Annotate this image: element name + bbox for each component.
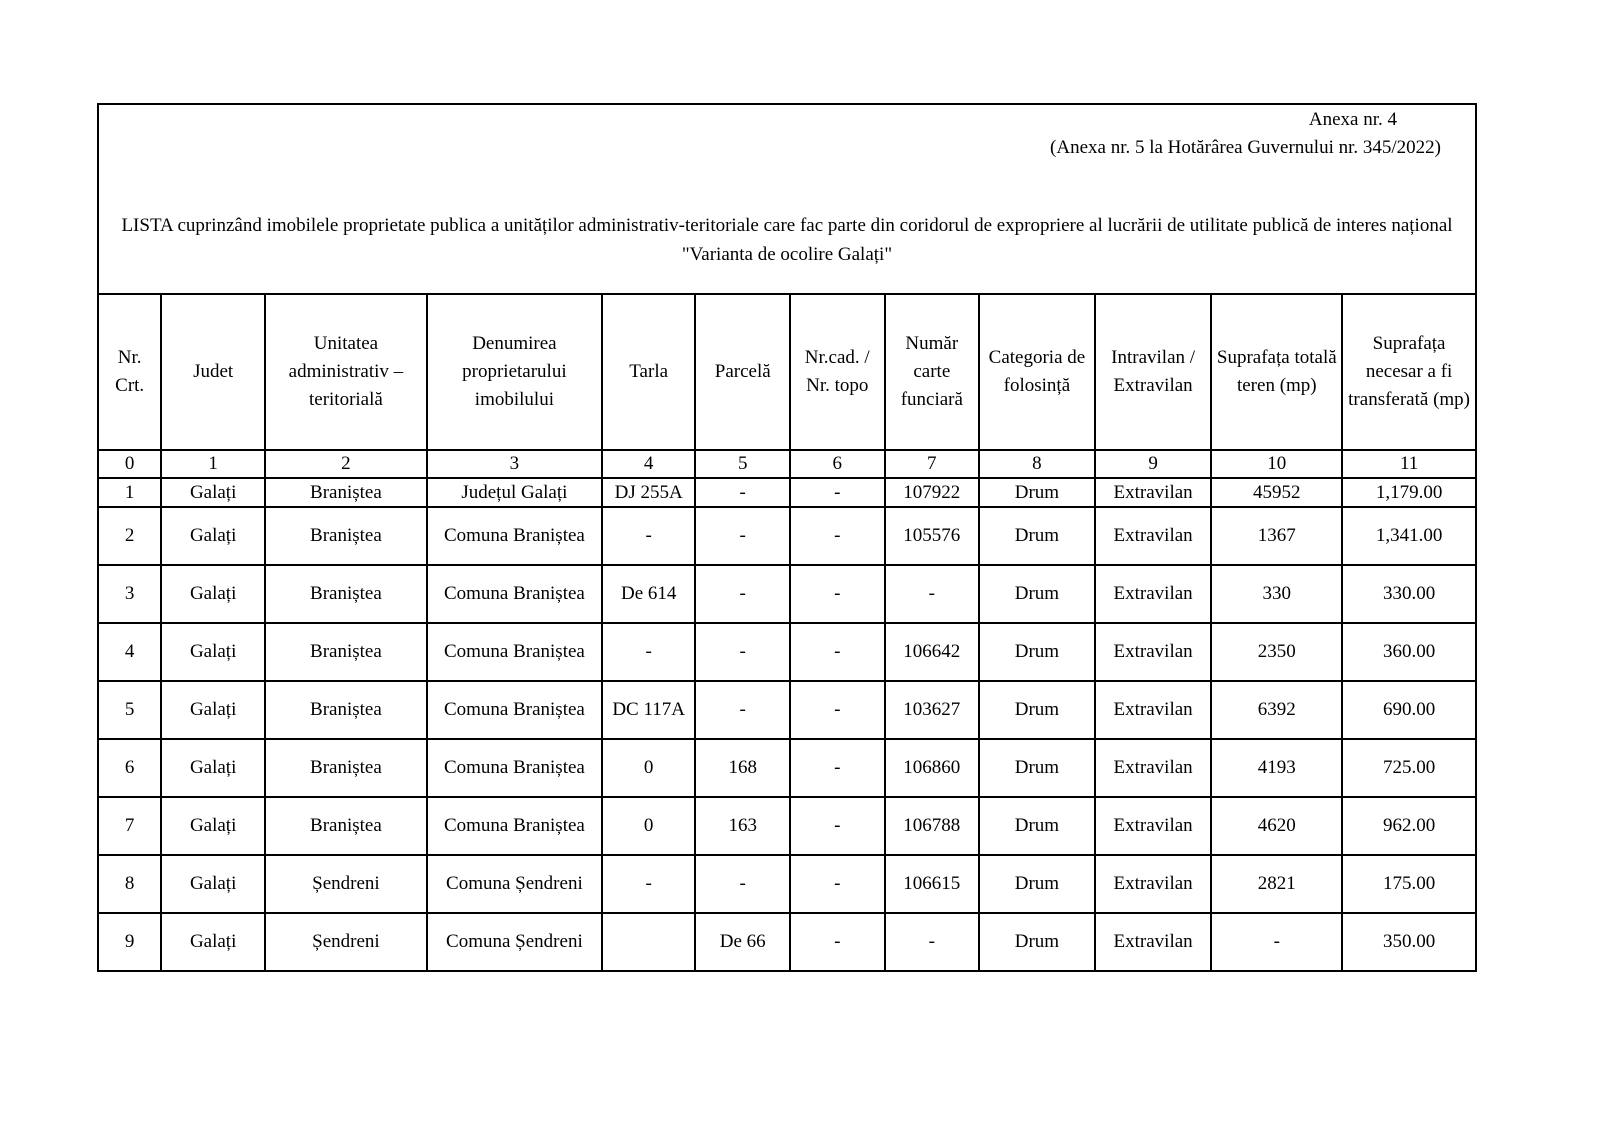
cell-parcela: -	[695, 623, 790, 681]
cell-carte-funciara: -	[885, 913, 980, 970]
cell-nr-cad: -	[790, 681, 885, 739]
cell-uat: Braniștea	[265, 797, 427, 855]
list-title: LISTA cuprinzând imobilele proprietate publica a unităților administrativ-teritoriale care fac parte din coridorul de expropriere al lucrării de utilitate publică de interes național "Varianta de ocolire Galați"	[121, 215, 1453, 265]
cell-carte-funciara: 107922	[885, 478, 980, 507]
cell-owner: Județul Galați	[427, 478, 602, 507]
cell-carte-funciara: 105576	[885, 507, 980, 565]
cell-carte-funciara: 106788	[885, 797, 980, 855]
cell-nr-cad: -	[790, 507, 885, 565]
header-owner: Denumirea proprietarului imobilului	[427, 295, 602, 450]
cell-intravilan: Extravilan	[1095, 623, 1212, 681]
table-row	[99, 507, 1475, 565]
annex-subtitle: (Anexa nr. 5 la Hotărârea Guvernului nr. 345/2022)	[1050, 137, 1441, 158]
cell-suprafata-transferata: 690.00	[1342, 681, 1475, 739]
column-number: 11	[1342, 450, 1475, 478]
cell-nr-cad: -	[790, 478, 885, 507]
cell-judet: Galați	[161, 565, 265, 623]
cell-nr-crt: 5	[99, 681, 161, 739]
cell-judet: Galați	[161, 507, 265, 565]
table-row	[99, 478, 1475, 507]
cell-suprafata-transferata: 1,179.00	[1342, 478, 1475, 507]
column-number: 3	[427, 450, 602, 478]
cell-suprafata-transferata: 360.00	[1342, 623, 1475, 681]
cell-intravilan: Extravilan	[1095, 855, 1212, 913]
cell-parcela: -	[695, 681, 790, 739]
cell-owner: Comuna Braniștea	[427, 507, 602, 565]
header-intravilan: Intravilan / Extravilan	[1095, 295, 1212, 450]
cell-categoria: Drum	[979, 739, 1095, 797]
cell-nr-cad: -	[790, 913, 885, 970]
cell-parcela: 168	[695, 739, 790, 797]
column-number: 10	[1211, 450, 1342, 478]
cell-nr-crt: 6	[99, 739, 161, 797]
table-row	[99, 739, 1475, 797]
cell-judet: Galați	[161, 478, 265, 507]
cell-owner: Comuna Șendreni	[427, 913, 602, 970]
header-nr-crt: Nr. Crt.	[99, 295, 161, 450]
table-header-row	[99, 295, 1475, 450]
cell-tarla: -	[602, 855, 696, 913]
cell-categoria: Drum	[979, 797, 1095, 855]
cell-carte-funciara: 106860	[885, 739, 980, 797]
cell-carte-funciara: 106642	[885, 623, 980, 681]
cell-uat: Braniștea	[265, 565, 427, 623]
cell-suprafata-transferata: 1,341.00	[1342, 507, 1475, 565]
table-row	[99, 681, 1475, 739]
cell-tarla: 0	[602, 797, 696, 855]
cell-judet: Galați	[161, 913, 265, 970]
cell-suprafata-totala: -	[1211, 913, 1342, 970]
cell-uat: Braniștea	[265, 507, 427, 565]
header-uat: Unitatea administrativ – teritorială	[265, 295, 427, 450]
cell-nr-crt: 8	[99, 855, 161, 913]
cell-suprafata-transferata: 330.00	[1342, 565, 1475, 623]
cell-nr-crt: 7	[99, 797, 161, 855]
cell-intravilan: Extravilan	[1095, 565, 1212, 623]
table-row	[99, 913, 1475, 970]
cell-parcela: 163	[695, 797, 790, 855]
cell-suprafata-transferata: 350.00	[1342, 913, 1475, 970]
cell-intravilan: Extravilan	[1095, 797, 1212, 855]
cell-suprafata-transferata: 962.00	[1342, 797, 1475, 855]
cell-uat: Braniștea	[265, 478, 427, 507]
cell-nr-crt: 4	[99, 623, 161, 681]
column-number: 7	[885, 450, 980, 478]
cell-intravilan: Extravilan	[1095, 739, 1212, 797]
cell-uat: Braniștea	[265, 739, 427, 797]
cell-owner: Comuna Braniștea	[427, 623, 602, 681]
cell-suprafata-transferata: 175.00	[1342, 855, 1475, 913]
header-tarla: Tarla	[602, 295, 696, 450]
cell-categoria: Drum	[979, 507, 1095, 565]
header-judet: Judet	[161, 295, 265, 450]
cell-nr-cad: -	[790, 739, 885, 797]
header-parcela: Parcelă	[695, 295, 790, 450]
cell-parcela: -	[695, 478, 790, 507]
column-number: 0	[99, 450, 161, 478]
cell-intravilan: Extravilan	[1095, 913, 1212, 970]
cell-tarla: DC 117A	[602, 681, 696, 739]
cell-judet: Galați	[161, 797, 265, 855]
cell-owner: Comuna Șendreni	[427, 855, 602, 913]
cell-tarla: -	[602, 623, 696, 681]
cell-parcela: -	[695, 565, 790, 623]
cell-tarla	[602, 913, 696, 970]
cell-nr-cad: -	[790, 565, 885, 623]
cell-tarla: -	[602, 507, 696, 565]
header-nr-cad: Nr.cad. / Nr. topo	[790, 295, 885, 450]
cell-intravilan: Extravilan	[1095, 478, 1212, 507]
cell-tarla: De 614	[602, 565, 696, 623]
cell-judet: Galați	[161, 623, 265, 681]
header-suprafata-transferata: Suprafața necesar a fi transferată (mp)	[1342, 295, 1475, 450]
cell-nr-crt: 2	[99, 507, 161, 565]
document-header	[99, 105, 1475, 295]
column-number: 8	[979, 450, 1095, 478]
column-number: 1	[161, 450, 265, 478]
cell-suprafata-transferata: 725.00	[1342, 739, 1475, 797]
table-row	[99, 565, 1475, 623]
cell-uat: Șendreni	[265, 855, 427, 913]
cell-carte-funciara: 106615	[885, 855, 980, 913]
cell-categoria: Drum	[979, 855, 1095, 913]
cell-suprafata-totala: 1367	[1211, 507, 1342, 565]
cell-parcela: -	[695, 507, 790, 565]
cell-categoria: Drum	[979, 623, 1095, 681]
cell-carte-funciara: -	[885, 565, 980, 623]
cell-parcela: -	[695, 855, 790, 913]
column-number: 6	[790, 450, 885, 478]
annex-title: Anexa nr. 4	[1308, 109, 1397, 130]
cell-suprafata-totala: 45952	[1211, 478, 1342, 507]
header-categoria: Categoria de folosință	[979, 295, 1095, 450]
cell-suprafata-totala: 6392	[1211, 681, 1342, 739]
cell-judet: Galați	[161, 855, 265, 913]
cell-owner: Comuna Braniștea	[427, 565, 602, 623]
cell-nr-cad: -	[790, 855, 885, 913]
cell-judet: Galați	[161, 681, 265, 739]
cell-suprafata-totala: 4620	[1211, 797, 1342, 855]
column-number: 5	[695, 450, 790, 478]
cell-owner: Comuna Braniștea	[427, 797, 602, 855]
table-row	[99, 797, 1475, 855]
cell-uat: Braniștea	[265, 623, 427, 681]
property-table	[99, 295, 1475, 970]
cell-owner: Comuna Braniștea	[427, 739, 602, 797]
column-number: 4	[602, 450, 696, 478]
cell-tarla: 0	[602, 739, 696, 797]
table-row	[99, 623, 1475, 681]
cell-nr-crt: 9	[99, 913, 161, 970]
column-number-row	[99, 450, 1475, 478]
cell-suprafata-totala: 330	[1211, 565, 1342, 623]
cell-tarla: DJ 255A	[602, 478, 696, 507]
cell-categoria: Drum	[979, 913, 1095, 970]
cell-categoria: Drum	[979, 681, 1095, 739]
cell-intravilan: Extravilan	[1095, 507, 1212, 565]
cell-judet: Galați	[161, 739, 265, 797]
cell-nr-cad: -	[790, 623, 885, 681]
cell-owner: Comuna Braniștea	[427, 681, 602, 739]
annex-document	[97, 103, 1477, 972]
cell-suprafata-totala: 2350	[1211, 623, 1342, 681]
cell-carte-funciara: 103627	[885, 681, 980, 739]
cell-suprafata-totala: 4193	[1211, 739, 1342, 797]
cell-uat: Braniștea	[265, 681, 427, 739]
column-number: 9	[1095, 450, 1212, 478]
cell-intravilan: Extravilan	[1095, 681, 1212, 739]
cell-nr-cad: -	[790, 797, 885, 855]
cell-parcela: De 66	[695, 913, 790, 970]
cell-nr-crt: 1	[99, 478, 161, 507]
header-suprafata-totala: Suprafața totală teren (mp)	[1211, 295, 1342, 450]
cell-nr-crt: 3	[99, 565, 161, 623]
cell-uat: Șendreni	[265, 913, 427, 970]
column-number: 2	[265, 450, 427, 478]
table-row	[99, 855, 1475, 913]
header-carte-funciara: Număr carte funciară	[885, 295, 980, 450]
cell-suprafata-totala: 2821	[1211, 855, 1342, 913]
cell-categoria: Drum	[979, 478, 1095, 507]
cell-categoria: Drum	[979, 565, 1095, 623]
